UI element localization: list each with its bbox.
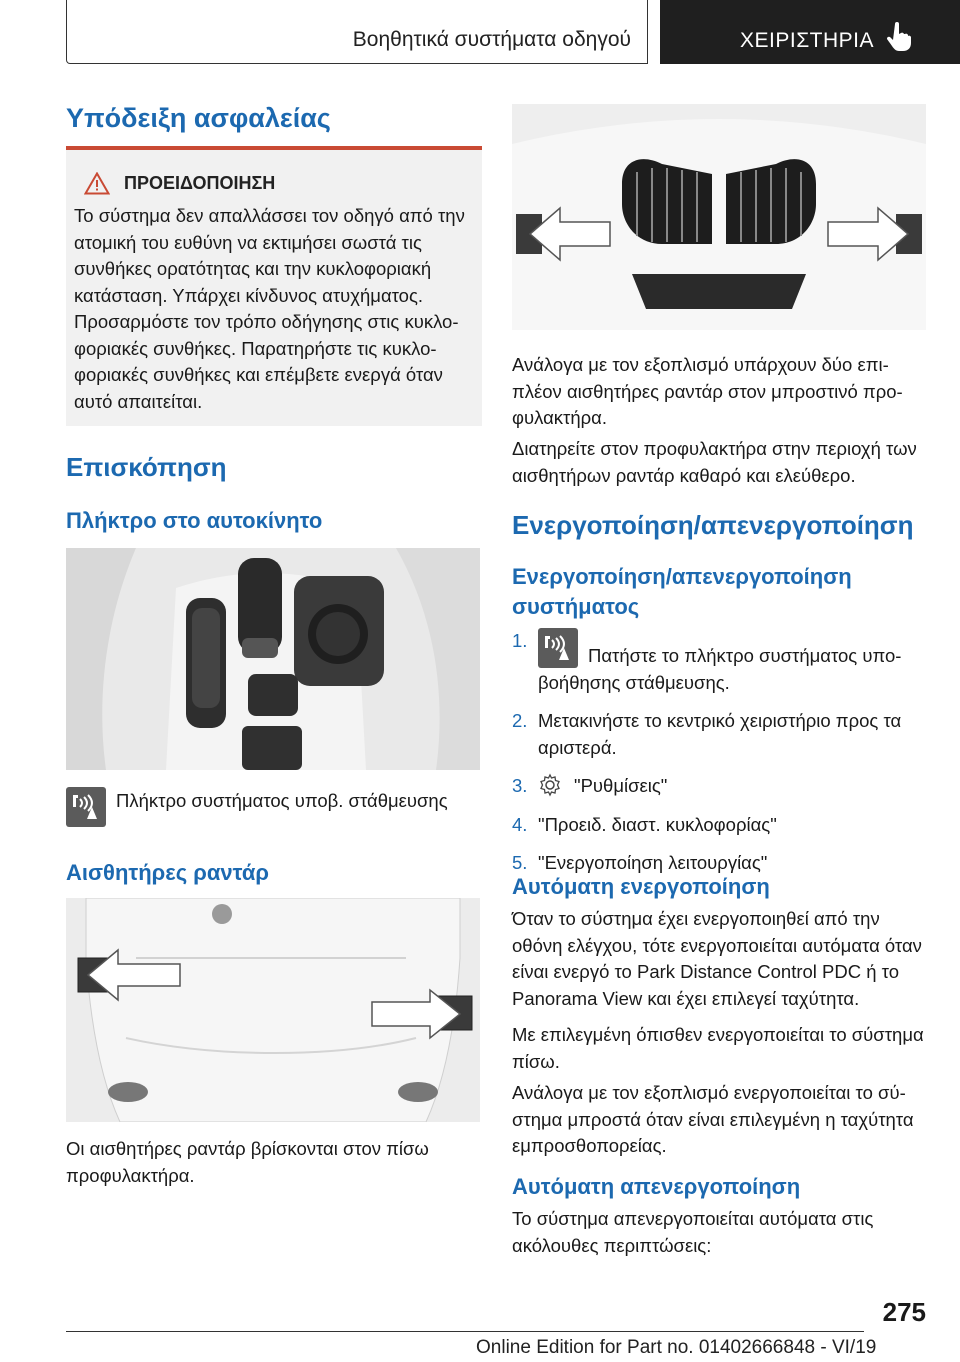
sensors-heading: Αισθητήρες ραντάρ: [66, 860, 269, 885]
console-button-image: [66, 548, 480, 770]
activation-heading: Ενεργοποίηση/απενεργοποίηση: [512, 510, 914, 540]
park-assist-button-icon: [538, 628, 578, 668]
front-bumper-image: [512, 104, 926, 330]
auto-on-paragraph-1: Όταν το σύστημα έχει ενεργοποιηθεί από την οθόνη ελέγχου, τότε ενεργοποιείται αυτόματα όταν είναι ενεργό το Park Distance Control PDC ή το Panorama View και έχει επιλεγεί ταχύτητα.: [512, 908, 922, 1009]
step-text: Μετακινήστε το κεντρικό χειριστήριο προς τα αριστερά.: [538, 710, 902, 758]
step-4: [512, 812, 928, 839]
step-2: [512, 708, 928, 761]
step-text: Πατήστε το πλήκτρο συστήματος υποβοήθησης στάθμευσης.: [538, 645, 902, 693]
park-assist-button-icon: [66, 787, 106, 832]
system-activation-heading: Ενεργοποίηση/απενεργοποίηση συστήματος: [512, 564, 852, 619]
warning-box: [66, 150, 482, 426]
step-text: "Ρυθμίσεις": [574, 775, 668, 796]
step-text: "Προειδ. διαστ. κυκλοφορίας": [538, 813, 777, 835]
auto-on-heading: Αυτόματη ενεργοποίηση: [512, 874, 770, 899]
step-number: 4.: [512, 813, 528, 835]
header-section-box: [66, 0, 648, 64]
auto-off-heading: Αυτόματη απενεργοποίηση: [512, 1174, 801, 1199]
button-heading: Πλήκτρο στο αυτοκίνητο: [66, 508, 323, 533]
footer-rule: [66, 1331, 864, 1332]
rear-bumper-image: [66, 898, 480, 1122]
warning-heading: ΠΡΟΕΙΔΟΠΟΙΗΣΗ: [124, 173, 276, 193]
header-chapter-title: ΧΕΙΡΙΣΤΗΡΙΑ: [740, 29, 875, 52]
button-caption: Πλήκτρο συστήματος υποβ. στάθμευσης: [116, 790, 448, 811]
gear-icon: [538, 773, 562, 797]
auto-on-paragraph-2: Με επιλεγμένη όπισθεν ενεργοποιείται το σύστημα πίσω.: [512, 1024, 924, 1072]
header-chapter-box: [660, 0, 960, 64]
step-number: 2.: [512, 710, 528, 731]
warning-triangle-icon: [84, 172, 110, 195]
step-3: [512, 773, 928, 800]
footer-edition: Online Edition for Part no. 01402666848 - VI/19: [476, 1337, 877, 1358]
auto-off-paragraph-1: Το σύστημα απενεργοποιείται αυτόματα στις ακόλουθες περιπτώσεις:: [512, 1208, 874, 1256]
hand-pointer-icon: [886, 22, 912, 52]
sensors-caption: Οι αισθητήρες ραντάρ βρίσκονται στον πίσω προφυλακτήρα.: [66, 1138, 429, 1186]
keep-clean-text: Διατηρείτε στον προφυλακτήρα στην περιοχή των αισθητήρων ραντάρ καθαρό και ελεύθερο.: [512, 438, 917, 486]
overview-heading: Επισκόπηση: [66, 452, 227, 482]
auto-on-paragraph-3: Ανάλογα με τον εξοπλισμό ενεργοποιείται το σύστημα μπροστά όταν είναι επιλεγμένη η ταχύτητα εμπροσθοπορείας.: [512, 1082, 914, 1156]
step-number: 5.: [512, 852, 528, 873]
step-text: "Ενεργοποίηση λειτουργίας": [538, 852, 768, 873]
step-1: [512, 628, 928, 696]
header-section-title: Βοηθητικά συστήματα οδηγού: [352, 28, 631, 51]
warning-text: Το σύστημα δεν απαλλάσσει τον οδηγό από την ατομική του ευθύνη να εκτιμήσει σωστά τις συνθήκες ορατότητας και την κυκλοφοριακή κατάσταση. Υπάρχει κίνδυνος ατυχήματος. Προσαρμόστε τον τρόπο οδήγησης στις κυκλοφοριακές συνθήκες. Παρατηρήστε τις κυκλοφοριακές συνθήκες και επέμβετε ενεργά όταν αυτό απαιτείται.: [74, 205, 465, 412]
step-number: 3.: [512, 775, 528, 796]
step-number: 1.: [512, 630, 528, 651]
activation-steps: [512, 628, 928, 889]
safety-title: Υπόδειξη ασφαλείας: [66, 103, 331, 133]
front-sensors-caption: Ανάλογα με τον εξοπλισμό υπάρχουν δύο επιπλέον αισθητήρες ραντάρ στον μπροστινό προφυλακτήρα.: [512, 354, 903, 428]
page-number: 275: [882, 1297, 926, 1327]
